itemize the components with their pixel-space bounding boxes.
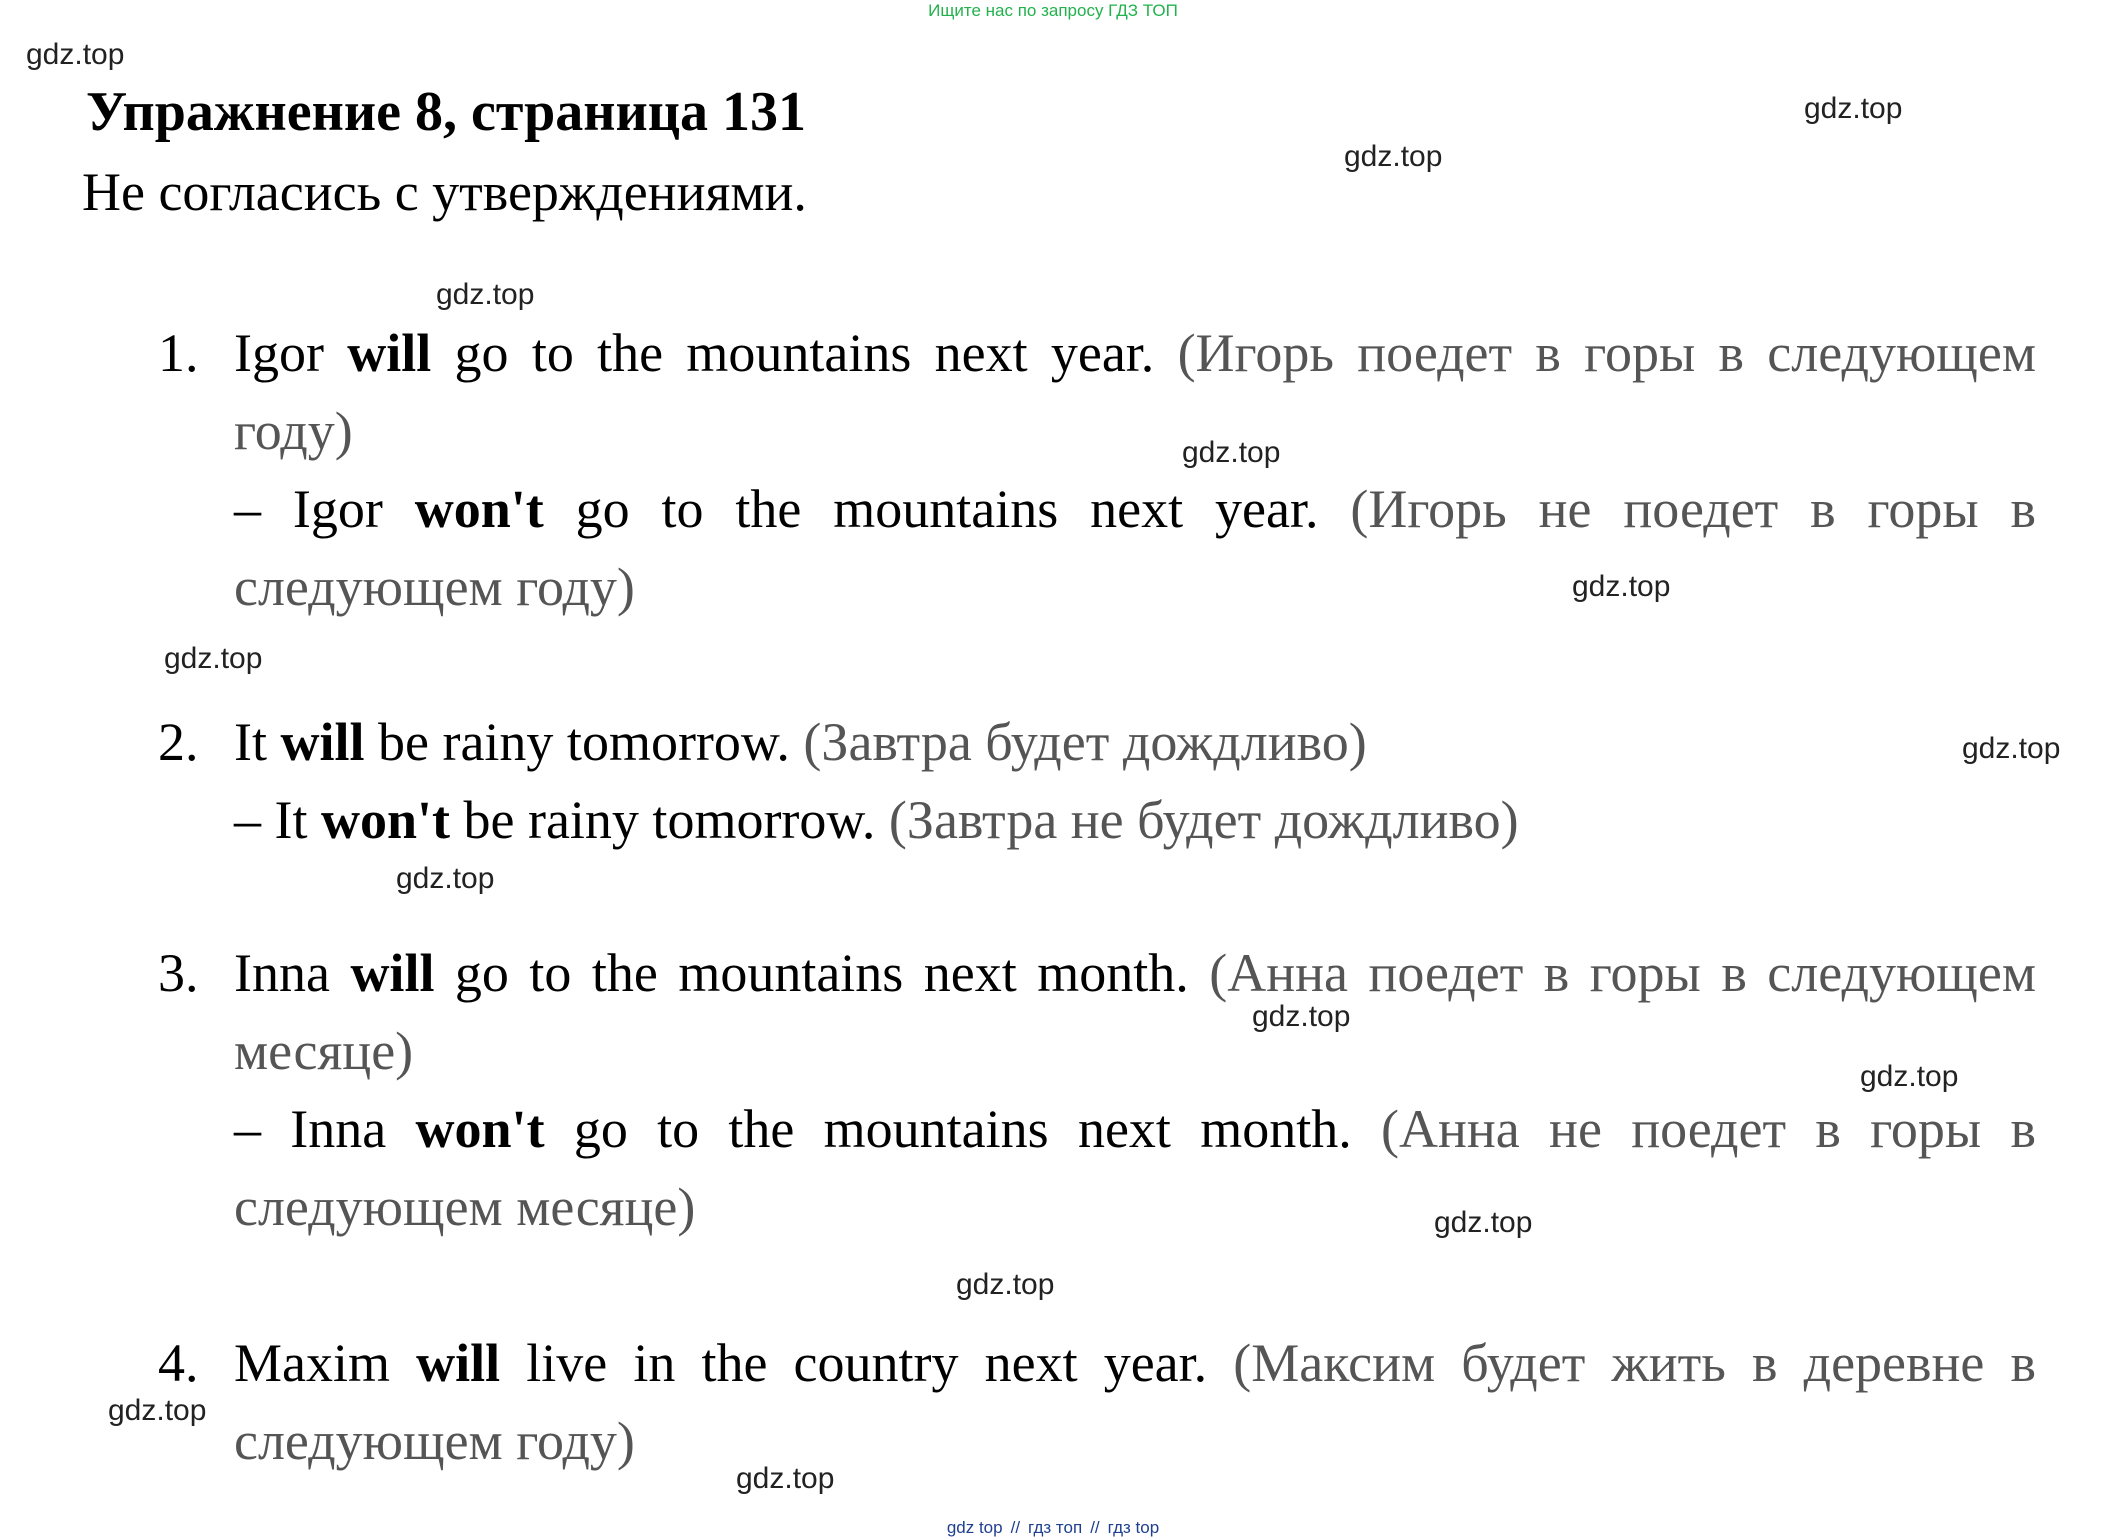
item-number: 1. — [158, 323, 199, 383]
verb-bold: will — [416, 1333, 501, 1393]
watermark: gdz.top — [1860, 1060, 1959, 1093]
affirmative-sentence — [234, 703, 2036, 781]
watermark: gdz.top — [1344, 140, 1443, 173]
footer-link[interactable]: гдз топ — [1028, 1518, 1083, 1537]
watermark: gdz.top — [26, 38, 125, 71]
footer-separator: // — [1010, 1518, 1021, 1537]
footer-link[interactable]: gdz top — [946, 1518, 1003, 1537]
footer-links — [0, 1518, 2106, 1538]
sentence-part: Maxim — [234, 1333, 417, 1393]
verb-bold: won't — [414, 479, 544, 539]
verb-bold: will — [347, 323, 432, 383]
sentence-part: – Igor — [234, 479, 415, 539]
sentence-part: – Inna — [234, 1099, 416, 1159]
sentence-part: be rainy tomorrow. — [364, 712, 804, 772]
item-sentences — [234, 934, 2036, 1246]
negative-sentence — [234, 1090, 2036, 1246]
translation: (Анна поедет в горы в следующем месяце) — [234, 943, 2036, 1081]
affirmative-sentence — [234, 314, 2036, 470]
sentence-part: live in the country next year. — [500, 1333, 1234, 1393]
affirmative-sentence — [234, 934, 2036, 1090]
negative-sentence — [234, 781, 2036, 859]
sentence-part: – It — [234, 790, 321, 850]
watermark: gdz.top — [108, 1394, 207, 1427]
sentence-part: go to the mountains next year. — [543, 479, 1351, 539]
footer-link[interactable]: гдз top — [1107, 1518, 1160, 1537]
watermark: gdz.top — [396, 862, 495, 895]
verb-bold: won't — [321, 790, 451, 850]
item-number: 4. — [158, 1333, 199, 1393]
sentence-part: It — [234, 712, 281, 772]
sentence-part: Igor — [234, 323, 348, 383]
verb-bold: won't — [415, 1099, 545, 1159]
translation: (Анна не поедет в горы в следующем месяце) — [234, 1099, 2036, 1237]
watermark: gdz.top — [436, 278, 535, 311]
sentence-part: be rainy tomorrow. — [450, 790, 889, 850]
translation: (Завтра не будет дождливо) — [888, 790, 1519, 850]
watermark: gdz.top — [1434, 1206, 1533, 1239]
watermark: gdz.top — [956, 1268, 1055, 1301]
verb-bold: will — [350, 943, 435, 1003]
translation: (Завтра будет дождливо) — [803, 712, 1367, 772]
sentence-part: Inna — [234, 943, 351, 1003]
watermark: gdz.top — [1804, 92, 1903, 125]
sentence-part: go to the mountains next month. — [544, 1099, 1382, 1159]
watermark: gdz.top — [1572, 570, 1671, 603]
top-banner[interactable]: Ищите нас по запросу ГДЗ ТОП — [928, 1, 1178, 20]
watermark: gdz.top — [736, 1462, 835, 1495]
translation: (Игорь поедет в горы в следующем году) — [234, 323, 2037, 461]
item-sentences — [234, 1324, 2036, 1480]
item-number: 3. — [158, 943, 199, 1003]
exercise-title: Упражнение 8, страница 131 — [86, 81, 807, 143]
item-sentences — [234, 314, 2036, 626]
watermark: gdz.top — [1182, 436, 1281, 469]
watermark: gdz.top — [1252, 1000, 1351, 1033]
footer-separator: // — [1090, 1518, 1100, 1537]
item-sentences — [234, 703, 2036, 859]
affirmative-sentence — [234, 1324, 2036, 1480]
sentence-part: go to the mountains next month. — [434, 943, 1210, 1003]
watermark: gdz.top — [1962, 732, 2061, 765]
verb-bold: will — [280, 712, 365, 772]
negative-sentence — [234, 470, 2036, 626]
watermark: gdz.top — [164, 642, 263, 675]
exercise-instruction: Не согласись с утверждениями. — [82, 162, 807, 222]
translation: (Игорь не поедет в горы в следующем году) — [234, 479, 2037, 617]
item-number: 2. — [158, 712, 199, 772]
translation: (Максим будет жить в деревне в следующем году) — [234, 1333, 2037, 1471]
sentence-part: go to the mountains next year. — [431, 323, 1178, 383]
